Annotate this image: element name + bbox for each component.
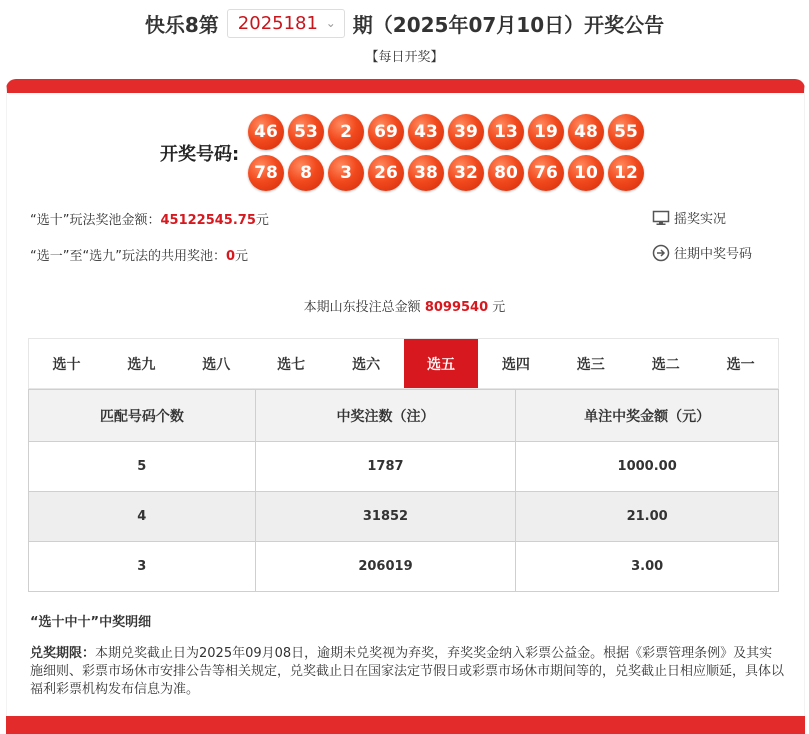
- column-header: 中奖注数（注）: [255, 390, 516, 442]
- number-ball: 53: [288, 114, 324, 150]
- number-ball: 69: [368, 114, 404, 150]
- page-subtitle: 【每日开奖】: [365, 50, 444, 65]
- number-ball: 76: [528, 155, 564, 191]
- number-ball: 80: [488, 155, 524, 191]
- number-ball: 10: [568, 155, 604, 191]
- number-ball: 19: [528, 114, 564, 150]
- title-prefix: 快乐8第: [144, 12, 219, 37]
- tab-select-seven[interactable]: 选七: [254, 339, 329, 388]
- monitor-icon: [652, 209, 670, 227]
- table-cell: 3.00: [516, 542, 779, 592]
- claim-deadline-notice: [30, 645, 785, 699]
- pool-label: “选十”玩法奖池金额：: [30, 213, 161, 228]
- table-cell: 3: [29, 542, 256, 592]
- page-title: [0, 8, 809, 38]
- pool-label: “选一”至“选九”玩法的共用奖池：: [30, 249, 226, 264]
- table-cell: 31852: [255, 492, 516, 542]
- number-ball: 48: [568, 114, 604, 150]
- tab-select-four[interactable]: 选四: [478, 339, 553, 388]
- live-draw-link[interactable]: [652, 208, 726, 227]
- table-cell: 4: [29, 492, 256, 542]
- history-numbers-link[interactable]: [652, 243, 752, 262]
- number-ball: 43: [408, 114, 444, 150]
- circle-arrow-right-icon: [652, 244, 670, 262]
- pool-select-ten: [30, 209, 269, 228]
- table-row: [29, 442, 779, 492]
- tab-select-nine[interactable]: 选九: [104, 339, 179, 388]
- sales-label: 本期山东投注总金额: [303, 300, 421, 315]
- ten-of-ten-detail-title: “选十中十”中奖明细: [30, 615, 152, 630]
- number-ball: 32: [448, 155, 484, 191]
- chevron-down-icon: ⌄: [325, 16, 336, 30]
- number-ball: 46: [248, 114, 284, 150]
- title-suffix: 期（2025年07月10日）开奖公告: [352, 12, 665, 37]
- sales-value: 8099540: [424, 300, 489, 315]
- issue-number: 2025181: [237, 12, 318, 34]
- table-cell: 1787: [255, 442, 516, 492]
- history-numbers-label: 往期中奖号码: [674, 247, 753, 262]
- play-type-tabs: [28, 338, 779, 389]
- tab-select-five[interactable]: 选五: [404, 339, 479, 388]
- live-draw-label: 摇奖实况: [674, 212, 727, 227]
- pool-unit: 元: [235, 249, 249, 264]
- number-ball: 78: [248, 155, 284, 191]
- draw-numbers-label: 开奖号码:: [160, 144, 240, 165]
- number-ball: 26: [368, 155, 404, 191]
- notice-text: 本期兑奖截止日为2025年09月08日，逾期未兑奖视为弃奖，弃奖奖金纳入彩票公益金。根据《彩票管理条例》及其实施细则、彩票市场休市安排公告等相关规定，兑奖截止日在国家法定节假日或彩票市场休市期间等的，兑奖截止日相应顺延，具体以福利彩票机构发布信息为准。: [30, 646, 785, 697]
- table-row: [29, 542, 779, 592]
- number-ball: 12: [608, 155, 644, 191]
- notice-label: 兑奖期限：: [30, 646, 96, 661]
- table-cell: 21.00: [516, 492, 779, 542]
- tab-select-three[interactable]: 选三: [553, 339, 628, 388]
- prize-table: [28, 389, 779, 592]
- sales-total: [0, 296, 809, 315]
- pool-value: 45122545.75: [160, 213, 256, 228]
- table-cell: 206019: [255, 542, 516, 592]
- bottom-bar: [6, 716, 805, 734]
- tab-select-six[interactable]: 选六: [329, 339, 404, 388]
- page-header: [0, 0, 809, 78]
- pool-unit: 元: [255, 213, 269, 228]
- table-header-row: [29, 390, 779, 442]
- number-ball: 55: [608, 114, 644, 150]
- draw-numbers: [248, 114, 648, 191]
- column-header: 单注中奖金额（元）: [516, 390, 779, 442]
- number-ball: 38: [408, 155, 444, 191]
- table-row: [29, 492, 779, 542]
- number-ball: 39: [448, 114, 484, 150]
- number-ball: 2: [328, 114, 364, 150]
- number-ball: 8: [288, 155, 324, 191]
- column-header: 匹配号码个数: [29, 390, 256, 442]
- tab-select-one[interactable]: 选一: [703, 339, 778, 388]
- issue-select[interactable]: [227, 9, 345, 38]
- pool-shared: [30, 245, 248, 264]
- number-ball: 3: [328, 155, 364, 191]
- sales-unit: 元: [492, 300, 506, 315]
- table-cell: 5: [29, 442, 256, 492]
- tab-select-two[interactable]: 选二: [628, 339, 703, 388]
- number-ball: 13: [488, 114, 524, 150]
- pool-value: 0: [225, 249, 235, 264]
- tab-select-eight[interactable]: 选八: [179, 339, 254, 388]
- table-cell: 1000.00: [516, 442, 779, 492]
- tab-select-ten[interactable]: 选十: [29, 339, 104, 388]
